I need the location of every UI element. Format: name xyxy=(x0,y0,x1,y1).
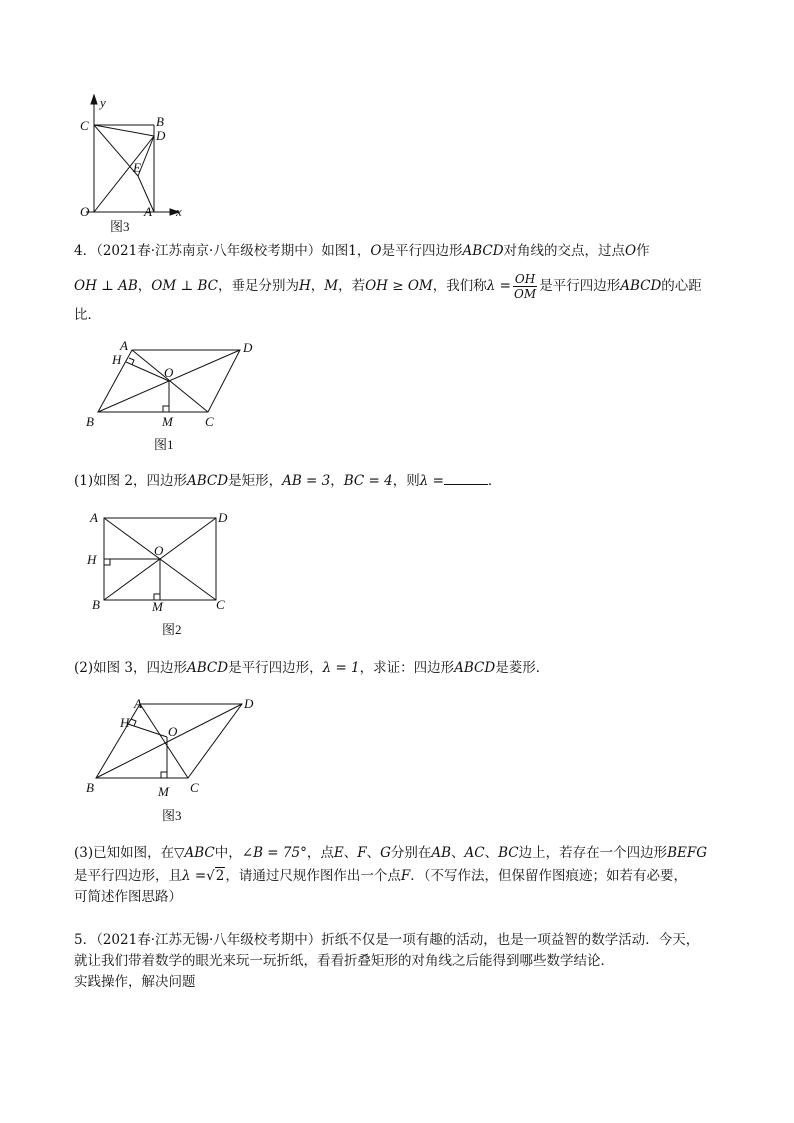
fig1-label-B: B xyxy=(86,414,94,429)
figure-coordinate xyxy=(70,92,200,234)
q4-stem-line3: 比． xyxy=(74,307,101,323)
q4-part3-line3: 可简述作图思路） xyxy=(74,889,182,905)
fig1-label-M: M xyxy=(162,414,173,429)
fig3-label-O: O xyxy=(168,724,178,739)
label-O: O xyxy=(80,204,90,219)
label-y: y xyxy=(100,95,106,110)
label-B: B xyxy=(156,114,164,129)
q5-line3: 实践操作，解决问题 xyxy=(74,974,196,990)
q5-line2: 就让我们带着数学的眼光来玩一玩折纸，看看折叠矩形的对角线之后能得到哪些数学结论． xyxy=(74,953,614,969)
q4-part1: (1)如图 2，四边形ABCD是矩形，AB = 3，BC = 4，则λ = ． xyxy=(74,470,501,491)
fig1-label-O: O xyxy=(164,365,174,380)
label-C: C xyxy=(80,118,89,133)
fig1-label-H: H xyxy=(112,352,122,367)
q4-part2: (2)如图 3，四边形ABCD是平行四边形，λ = 1，求证：四边形ABCD是菱形． xyxy=(74,660,550,676)
fig2-label-A: A xyxy=(90,510,98,525)
fig1-label-C: C xyxy=(205,414,214,429)
fig3-label-H: H xyxy=(120,715,130,730)
answer-blank[interactable] xyxy=(444,470,488,485)
q4-stem-line2: OH ⊥ AB，OM ⊥ BC，垂足分别为H，M，若OH ≥ OM，我们称λ = $\frac{OH}{OM}$ 是平行四边形ABCD的心距 xyxy=(74,272,702,301)
label-x: x xyxy=(176,204,182,219)
fig1-caption: 图1 xyxy=(154,437,174,452)
fig2-caption: 图2 xyxy=(162,622,182,637)
q4-part3-line2: 是平行四边形，且λ =√2，请通过尺规作图作出一个点F．（不写作法，但保留作图痕迹；如若有必要， xyxy=(74,868,687,884)
y-axis-arrow xyxy=(91,95,97,104)
fig1-label-D: D xyxy=(243,340,253,355)
label-D: D xyxy=(156,128,166,143)
label-A: A xyxy=(144,204,152,219)
figure-3-parallelogram xyxy=(82,694,272,828)
q5-line1: 5．（2021春·江苏无锡·八年级校考期中）折纸不仅是一项有趣的活动，也是一项益智的数学活动．今天， xyxy=(74,932,700,948)
figure-caption: 图3 xyxy=(110,219,130,234)
fig2-label-C: C xyxy=(216,597,225,612)
figure-1-parallelogram xyxy=(82,338,272,458)
figure-2-rectangle xyxy=(84,506,234,642)
fig3-label-M: M xyxy=(158,784,169,799)
fig2-label-B: B xyxy=(92,597,100,612)
fig2-label-H: H xyxy=(87,552,97,567)
fig3-label-A: A xyxy=(134,696,142,711)
fig3-caption: 图3 xyxy=(162,808,182,823)
q4-stem-line1: 4．（2021春·江苏南京·八年级校考期中）如图1，O是平行四边形ABCD对角线的交点，过点O作 xyxy=(74,243,650,259)
label-E: E xyxy=(133,160,141,175)
fig2-label-D: D xyxy=(218,510,228,525)
fraction-OH-OM: $\frac{OH}{OM}$ xyxy=(513,272,537,301)
fig3-label-C: C xyxy=(190,780,199,795)
fig2-label-O: O xyxy=(154,543,164,558)
q4-part3-line1: (3)已知如图，在▽ABC中，∠B = 75°，点E、F、G分别在AB、AC、BC边上，若存在一个四边形BEFG xyxy=(74,845,708,861)
fig2-label-M: M xyxy=(152,599,163,614)
fig1-label-A: A xyxy=(120,338,128,353)
fig3-label-B: B xyxy=(86,780,94,795)
fig3-label-D: D xyxy=(244,696,254,711)
